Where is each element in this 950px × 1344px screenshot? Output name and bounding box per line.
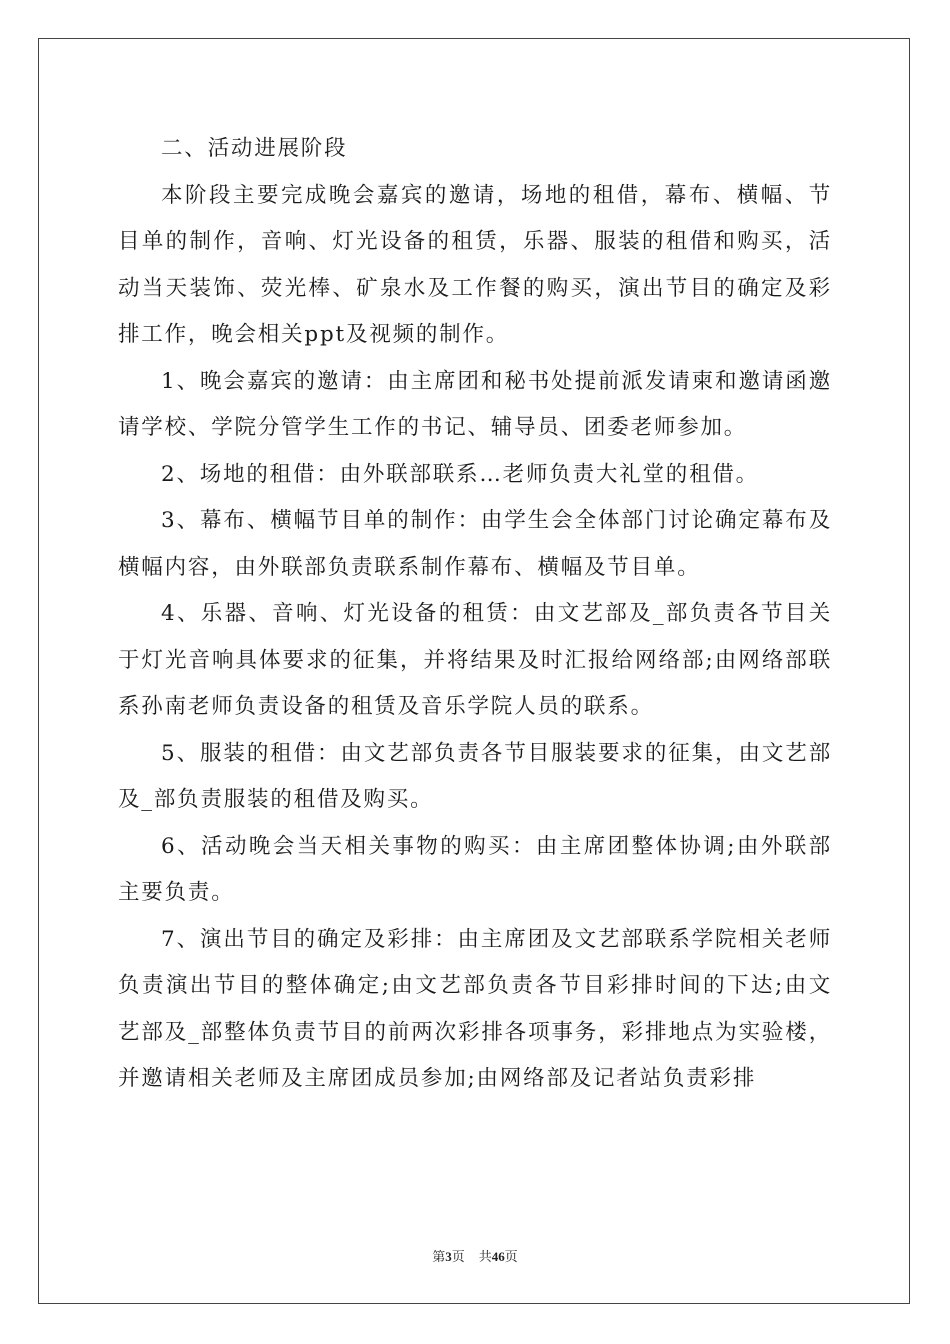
- paragraph-item-6: 6、活动晚会当天相关事物的购买：由主席团整体协调;由外联部主要负责。: [118, 833, 832, 905]
- paragraph-item-1: 1、晚会嘉宾的邀请：由主席团和秘书处提前派发请柬和邀请函邀请学校、学院分管学生工作的书记、辅导员、团委老师参加。: [118, 368, 832, 440]
- total-suffix: 页: [504, 1249, 518, 1264]
- page-prefix: 第: [432, 1249, 446, 1264]
- total-prefix: 共: [478, 1249, 492, 1264]
- paragraph-item-2: 2、场地的租借：由外联部联系…老师负责大礼堂的租借。: [161, 461, 759, 487]
- paragraph-item-5: 5、服装的租借：由文艺部负责各节目服装要求的征集，由文艺部及_部负责服装的租借及购买。: [118, 740, 832, 812]
- total-page-count: 46: [491, 1249, 505, 1264]
- current-page-number: 3: [445, 1249, 452, 1264]
- paragraph-intro: 本阶段主要完成晚会嘉宾的邀请，场地的租借，幕布、横幅、节目单的制作，音响、灯光设备的租赁，乐器、服装的租借和购买，活动当天装饰、荧光棒、矿泉水及工作餐的购买，演出节目的确定及彩排工作，晚会相关ppt及视频的制作。: [118, 182, 832, 347]
- page-footer: [0, 1246, 950, 1265]
- paragraph-item-4: 4、乐器、音响、灯光设备的租赁：由文艺部及_部负责各节目关于灯光音响具体要求的征集，并将结果及时汇报给网络部;由网络部联系孙南老师负责设备的租赁及音乐学院人员的联系。: [118, 601, 832, 719]
- section-heading: 二、活动进展阶段: [161, 136, 348, 161]
- paragraph-item-7: 7、演出节目的确定及彩排：由主席团及文艺部联系学院相关老师负责演出节目的整体确定;由文艺部负责各节目彩排时间的下达;由文艺部及_部整体负责节目的前两次彩排各项事务，彩排地点为实验楼，并邀请相关老师及主席团成员参加;由网络部及记者站负责彩排: [118, 926, 832, 1091]
- paragraph-item-3: 3、幕布、横幅节目单的制作：由学生会全体部门讨论确定幕布及横幅内容，由外联部负责联系制作幕布、横幅及节目单。: [118, 508, 832, 580]
- document-body: [118, 126, 832, 1103]
- page-suffix: 页: [451, 1249, 465, 1264]
